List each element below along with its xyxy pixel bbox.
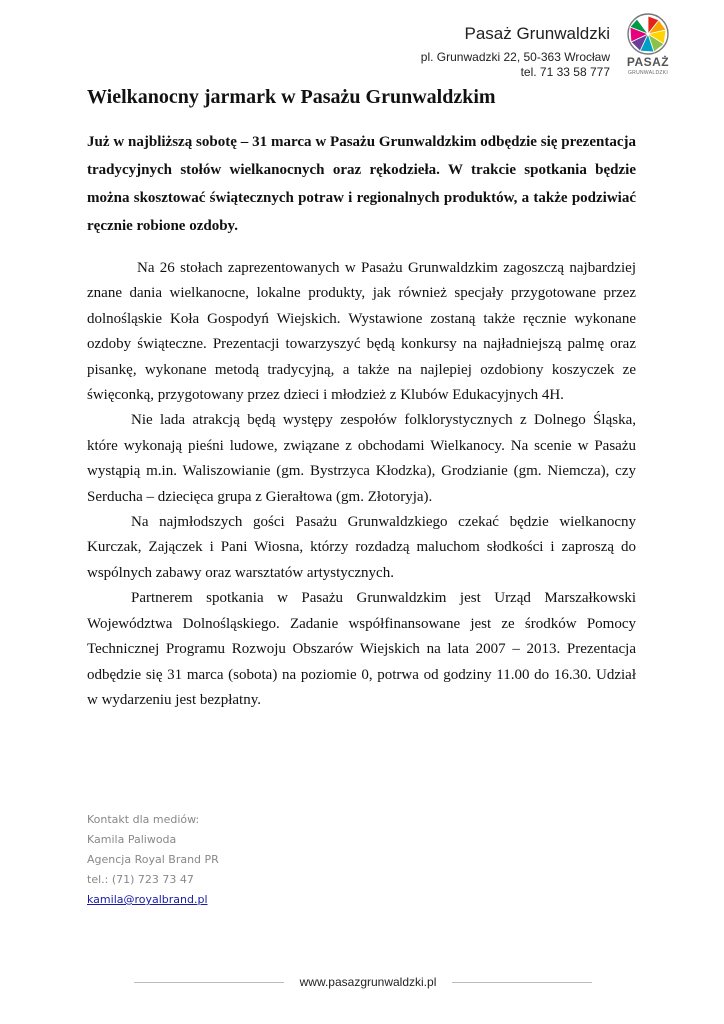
- logo-wordmark: PASAŻ: [626, 55, 670, 69]
- article-title: Wielkanocny jarmark w Pasażu Grunwaldzkim: [87, 86, 496, 108]
- media-contact: [87, 810, 219, 910]
- contact-email-link[interactable]: kamila@royalbrand.pl: [87, 893, 208, 906]
- logo-subtext: GRUNWALDZKI: [627, 70, 669, 76]
- article-paragraph: Na najmłodszych gości Pasażu Grunwaldzkiego czekać będzie wielkanocny Kurczak, Zajączek i Pani Wiosna, którzy rozdadzą maluchom słodkości i zaproszą do wspólnych zabawy oraz warsztatów artystycznych.: [87, 514, 636, 581]
- footer-divider-left: [134, 982, 284, 983]
- company-info: [421, 24, 610, 80]
- article-body: [87, 256, 636, 713]
- contact-heading: Kontakt dla mediów:: [87, 813, 200, 826]
- contact-agency: Agencja Royal Brand PR: [87, 853, 219, 866]
- article-paragraph: Nie lada atrakcją będą występy zespołów folklorystycznych z Dolnego Śląska, które wykonają pieśni ludowe, związane z obchodami Wielkanocy. Na scenie w Pasażu wystąpią m.in. Waliszowianie (gm. Bystrzyca Kłodzka), Grodzianie (gm. Niemcza), czy Serducha – dziecięca grupa z Gierałtowa (gm. Złotoryja).: [87, 412, 636, 505]
- contact-name: Kamila Paliwoda: [87, 833, 177, 846]
- company-address: pl. Grunwadzki 22, 50-363 Wrocław: [420, 50, 610, 64]
- article-paragraph: Partnerem spotkania w Pasażu Grunwaldzkim jest Urząd Marszałkowski Województwa Dolnośląskiego. Zadanie współfinansowane jest ze środków Pomocy Technicznej Programu Rozwoju Obszarów Wiejskich na lata 2007 – 2013. Prezentacja odbędzie się 31 marca (sobota) na poziomie 0, potrwa od godziny 11.00 do 16.30. Udział w wydarzeniu jest bezpłatny.: [87, 590, 636, 708]
- contact-phone: tel.: (71) 723 73 47: [87, 873, 194, 886]
- company-phone: tel. 71 33 58 777: [520, 65, 610, 79]
- footer-divider-right: [452, 982, 592, 983]
- article-paragraph: Na 26 stołach zaprezentowanych w Pasażu Grunwaldzkim zagoszczą najbardziej znane dania wielkanocne, lokalne produkty, jak również specjały przygotowane przez dolnośląskie Koła Gospodyń Wiejskich. Wystawione zostaną także ręcznie wykonane ozdoby świąteczne. Prezentacji towarzyszyć będą konkursy na najładniejszą palmę oraz pisankę, wykonane metodą tradycyjną, a także na najlepiej ozdobiony koszyczek ze święconką, przygotowany przez dzieci i młodzież z Klubów Edukacyjnych 4H.: [87, 260, 636, 404]
- company-name: Pasaż Grunwaldzki: [464, 24, 610, 43]
- article-lead: Już w najbliższą sobotę – 31 marca w Pasażu Grunwaldzkim odbędzie się prezentacja tradycyjnych stołów wielkanocnych oraz rękodzieła. W trakcie spotkania będzie można skosztować świątecznych potraw i regionalnych produktów, a także podziwiać ręcznie robione ozdoby.: [87, 134, 636, 234]
- footer-website-url: www.pasazgrunwaldzki.pl: [299, 975, 437, 989]
